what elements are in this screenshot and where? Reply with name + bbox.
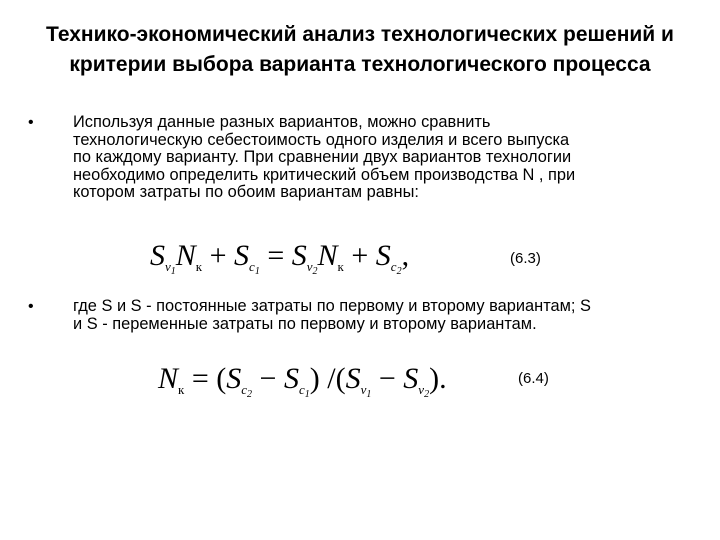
- equation-number-6-4: (6.4): [518, 370, 549, 387]
- bullet-marker-1: •: [28, 114, 34, 131]
- title-line-1: Технико-экономический анализ технологических решений и: [46, 23, 674, 46]
- paragraph-2: [73, 298, 685, 333]
- bullet-marker-2: •: [28, 298, 34, 315]
- equation-6-3: $S_{v_1}N_к + S_{c_1} = S_{v_2}N_к + S_{c_2}$,: [150, 239, 410, 277]
- title-line-2: критерии выбора варианта технологического процесса: [69, 53, 651, 76]
- paragraph-2-line: где S и S - постоянные затраты по первому и второму вариантам; S: [73, 297, 591, 315]
- equation-6-4: $N_к = (S_{c_2} - S_{c_1}) /(S_{v_1} - S_{v_2})$.: [158, 362, 447, 400]
- paragraph-2-line: и S - переменные затраты по первому и второму вариантам.: [73, 314, 537, 333]
- paragraph-1-line: по каждому варианту. При сравнении двух вариантов технологии: [73, 148, 572, 167]
- slide-title: [14, 20, 706, 80]
- paragraph-1-line: Используя данные разных вариантов, можно сравнить: [73, 113, 491, 131]
- paragraph-1-line: котором затраты по обоим вариантам равны:: [73, 183, 419, 202]
- paragraph-1-line: необходимо определить критический объем производства N , при: [73, 165, 576, 184]
- paragraph-1: [73, 114, 685, 202]
- paragraph-1-line: технологическую себестоимость одного изделия и всего выпуска: [73, 130, 570, 149]
- equation-number-6-3: (6.3): [510, 250, 541, 267]
